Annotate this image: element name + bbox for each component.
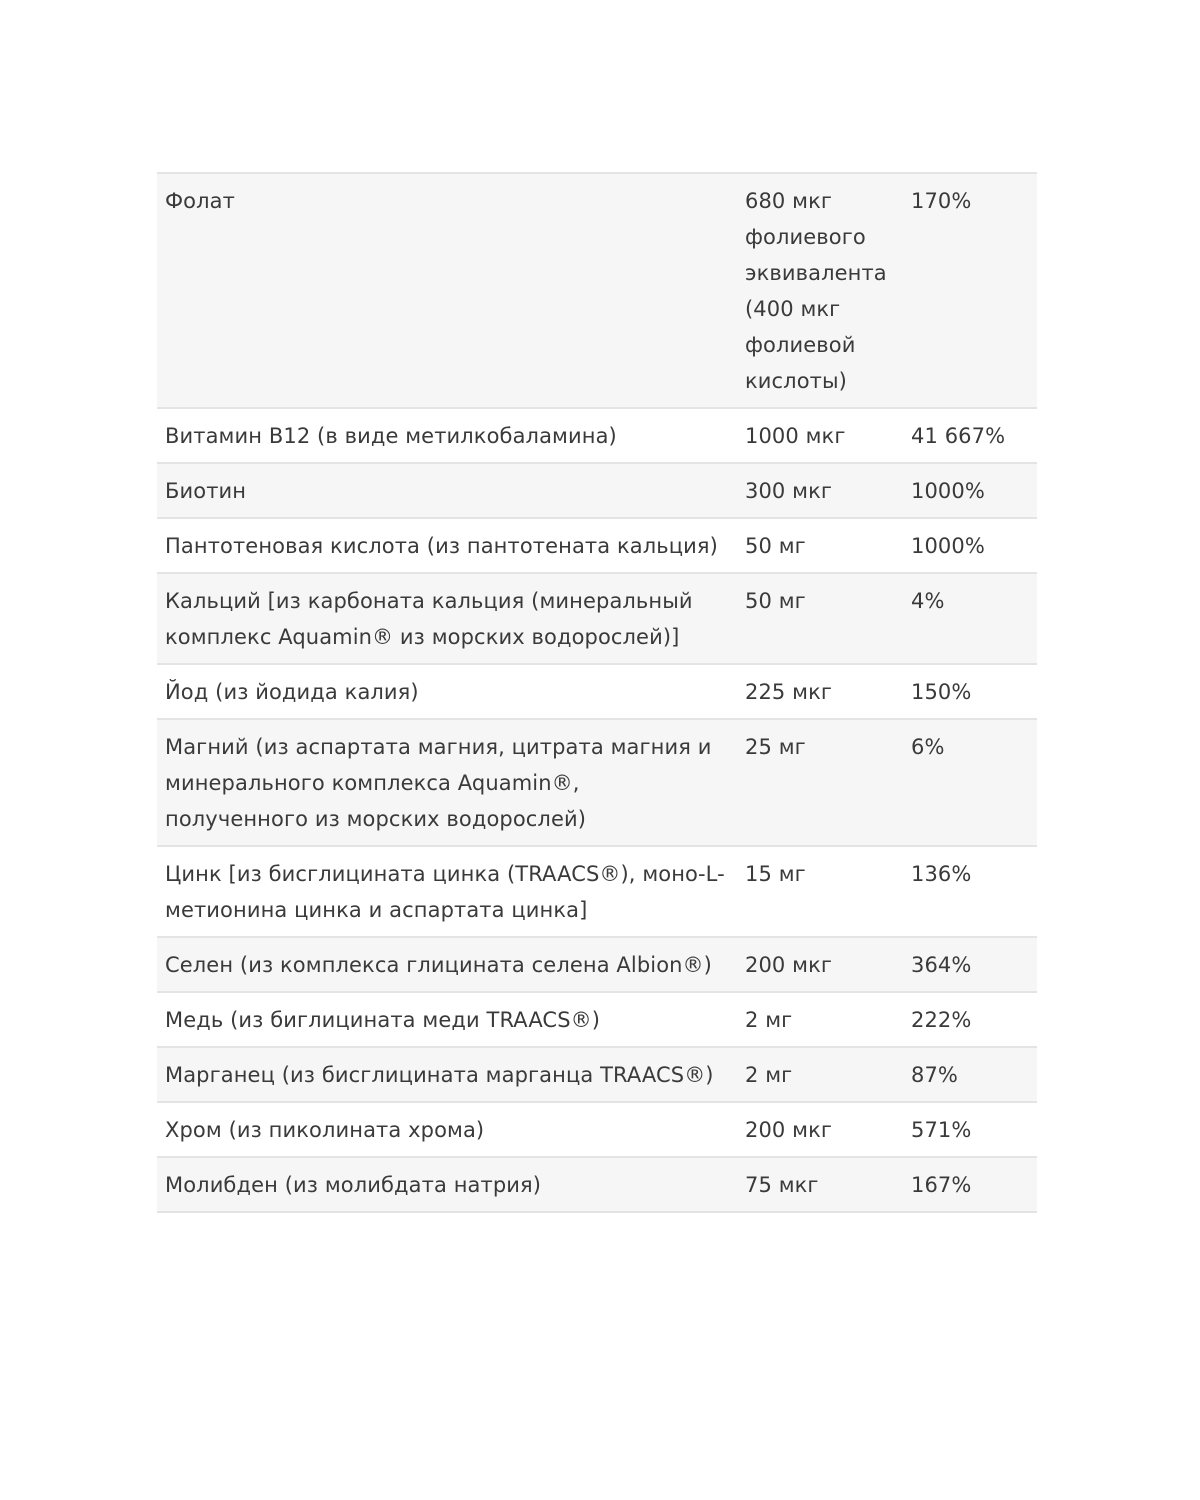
table-row: [157, 408, 1037, 463]
table-row: [157, 846, 1037, 937]
table-row: [157, 573, 1037, 664]
amount-cell: 680 мкг фолиевого эквивалента (400 мкг фолиевой кислоты): [745, 189, 887, 393]
nutrient-name-cell: Витамин B12 (в виде метилкобаламина): [165, 424, 617, 448]
nutrient-name-cell: Марганец (из бисглицината марганца TRAACS®): [165, 1063, 714, 1087]
daily-value-cell: 170%: [911, 189, 972, 213]
nutrient-name-cell: Хром (из пиколината хрома): [165, 1118, 485, 1142]
nutrient-name-cell: Медь (из биглицината меди TRAACS®): [165, 1008, 601, 1032]
amount-cell: 50 мг: [745, 534, 806, 558]
amount-cell: 200 мкг: [745, 1118, 833, 1142]
nutrient-name-cell: Селен (из комплекса глицината селена Albion®): [165, 953, 712, 977]
table-row: [157, 664, 1037, 719]
daily-value-cell: 167%: [911, 1173, 972, 1197]
nutrient-name-cell: Фолат: [165, 189, 235, 213]
table-row: [157, 173, 1037, 408]
daily-value-cell: 6%: [911, 735, 945, 759]
amount-cell: 200 мкг: [745, 953, 833, 977]
amount-cell: 75 мкг: [745, 1173, 819, 1197]
daily-value-cell: 41 667%: [911, 424, 1006, 448]
daily-value-cell: 364%: [911, 953, 972, 977]
nutrient-name-cell: Кальций [из карбоната кальция (минеральный комплекс Aquamin® из морских водорослей)]: [165, 589, 693, 649]
table-row: [157, 1047, 1037, 1102]
nutrient-name-cell: Молибден (из молибдата натрия): [165, 1173, 542, 1197]
table-row: [157, 992, 1037, 1047]
table-row: [157, 1157, 1037, 1212]
nutrient-name-cell: Магний (из аспартата магния, цитрата магния и минерального комплекса Aquamin®, полученного из морских водорослей): [165, 735, 712, 831]
daily-value-cell: 4%: [911, 589, 945, 613]
daily-value-cell: 1000%: [911, 534, 985, 558]
nutrient-name-cell: Йод (из йодида калия): [165, 680, 419, 704]
daily-value-cell: 1000%: [911, 479, 985, 503]
daily-value-cell: 87%: [911, 1063, 958, 1087]
amount-cell: 225 мкг: [745, 680, 833, 704]
amount-cell: 300 мкг: [745, 479, 833, 503]
nutrient-name-cell: Биотин: [165, 479, 247, 503]
daily-value-cell: 150%: [911, 680, 972, 704]
table-row: [157, 1102, 1037, 1157]
daily-value-cell: 136%: [911, 862, 972, 886]
daily-value-cell: 571%: [911, 1118, 972, 1142]
table-row: [157, 463, 1037, 518]
amount-cell: 25 мг: [745, 735, 806, 759]
nutrition-table: [157, 172, 1037, 1213]
table-row: [157, 518, 1037, 573]
nutrition-table-container: [157, 172, 1037, 1213]
table-row: [157, 719, 1037, 846]
nutrient-name-cell: Цинк [из бисглицината цинка (TRAACS®), моно-L-метионина цинка и аспартата цинка]: [165, 862, 725, 922]
amount-cell: 1000 мкг: [745, 424, 846, 448]
table-row: [157, 937, 1037, 992]
daily-value-cell: 222%: [911, 1008, 972, 1032]
nutrition-table-body: [157, 173, 1037, 1212]
amount-cell: 15 мг: [745, 862, 806, 886]
amount-cell: 2 мг: [745, 1008, 793, 1032]
amount-cell: 2 мг: [745, 1063, 793, 1087]
nutrient-name-cell: Пантотеновая кислота (из пантотената кальция): [165, 534, 718, 558]
amount-cell: 50 мг: [745, 589, 806, 613]
